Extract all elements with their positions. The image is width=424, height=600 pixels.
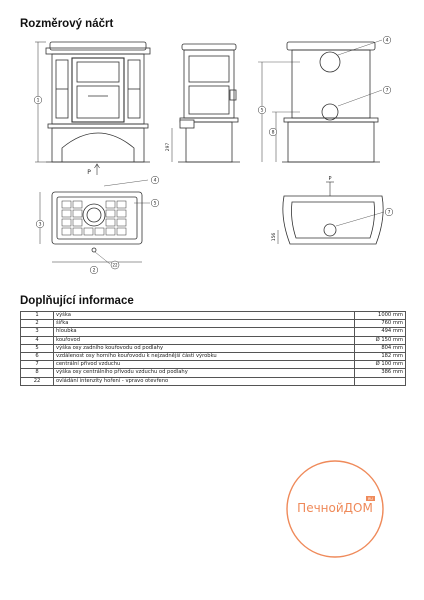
info-row-value: 804 mm [355,344,406,352]
info-row-number: 7 [21,361,54,369]
info-row-value: 386 mm [355,369,406,377]
label-top-4: 4 [153,178,157,184]
info-row-number: 4 [21,336,54,344]
info-row-label: výška osy centrálního přívodu vzduchu od podlahy [54,369,355,377]
info-row [21,320,406,328]
info-row-number: 5 [21,344,54,352]
label-rear-4: 4 [385,38,389,44]
info-row-number: 3 [21,328,54,336]
info-row-number: 2 [21,320,54,328]
info-row [21,344,406,352]
label-rear-5: 5 [260,108,264,114]
label-top-3: 3 [38,222,42,228]
info-row [21,377,406,385]
info-title: Doplňující informace [20,295,134,307]
label-side-297: 297 [166,142,171,152]
info-row-label: hloubka [54,328,355,336]
info-row-label: výška [54,312,355,320]
info-row-label: centrální přívod vzduchu [54,361,355,369]
label-top-5: 5 [153,201,157,207]
info-row-number: 8 [21,369,54,377]
info-row-value: 494 mm [355,328,406,336]
info-row [21,328,406,336]
drawings-title: Rozměrový náčrt [20,18,114,30]
logo-badge-text: RU [368,497,373,501]
label-top-22: 22 [112,262,118,268]
info-row [21,312,406,320]
label-rear-7: 7 [385,88,389,94]
info-row [21,336,406,344]
label-plan-7: 7 [387,210,391,216]
info-row-value: 182 mm [355,352,406,360]
info-row-value: 760 mm [355,320,406,328]
info-row-label: šířka [54,320,355,328]
label-rear-8: 8 [271,130,275,136]
logo-wordmark: ПечнойДОМ [297,501,373,515]
side-view-drawing [172,44,240,162]
info-row [21,369,406,377]
info-row-value: 1000 mm [355,312,406,320]
front-view-drawing [34,42,150,175]
info-row-label: vzdálenost osy horního kouřovodu k nejzadnější části výrobku [54,352,355,360]
dimension-drawings [0,0,424,290]
label-view-front: P [87,169,91,176]
info-row [21,352,406,360]
rear-view-drawing [258,36,391,162]
info-row-label: kouřovod [54,336,355,344]
info-row [21,361,406,369]
label-view-top: P [328,176,332,182]
label-front-height: 1 [36,98,40,104]
info-table [20,311,406,386]
info-row-number: 1 [21,312,54,320]
pechnoy-dom-logo [280,454,390,564]
info-row-value: Ø 150 mm [355,336,406,344]
top-view-drawing [36,176,159,274]
info-row-value [355,377,406,385]
plan-view-drawing [278,182,393,244]
info-row-label: ovládání intenzity hoření - vpravo otevřeno [54,377,355,385]
info-row-value: Ø 100 mm [355,361,406,369]
info-row-number: 6 [21,352,54,360]
info-row-number: 22 [21,377,54,385]
info-row-label: výška osy zadního kouřovodu od podlahy [54,344,355,352]
label-top-2: 2 [92,268,96,274]
label-plan-156: 156 [272,232,277,242]
